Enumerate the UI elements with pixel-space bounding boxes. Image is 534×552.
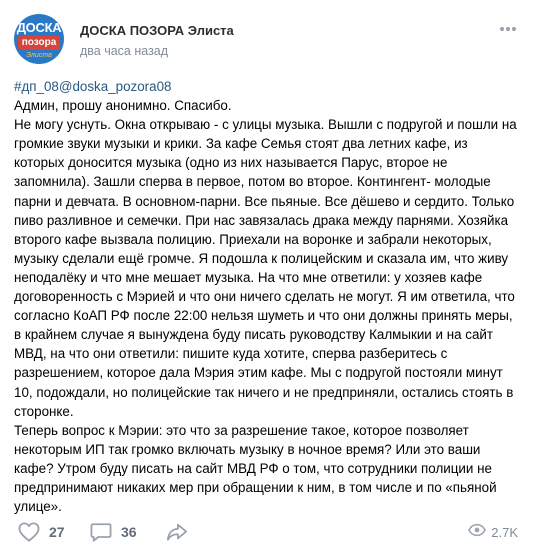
hashtag-link[interactable]: #дп_08@doska_pozora08 [14,79,172,94]
post-paragraph: Не могу уснуть. Окна открываю - с улицы музыка. Вышли с подругой и пошли на громкие звуки музыки и крики. За кафе Семья стоят два летних кафе, из которых доносится музыка (одно из них называется Парус, второе не запомнила). Зашли сперва в первое, потом во второе. Контингент- молодые парни и девчата. В основном-парни. Все пьяные. Все дёшево и сердито. Только пиво разливное и семечки. При нас завязалась драка между парнями. Хозяйка второго кафе вызвала полицию. Приехали на воронке и забрали некоторых, музыку сделали ещё громче. Я подошла к полицейским и сказала им, что живу неподалёку и что мне мешает музыка. На что мне ответили: у хозяев кафе договоренность с Мэрией и что они ничего сделать не могут. Я им ответила, что согласно КоАП РФ после 22:00 нельзя шуметь и что они должны принять меры, в крайнем случае я вынуждена буду писать руководству Калмыкии и на сайт МВД, на что они ответили: пишите куда хотите, сперва разберитесь с разрешением, которое дала Мэрия этим кафе. Мы с подругой постояли минут 10, подождали, но полицейские так ничего и не предприняли, остались стоять в сторонке. [14,117,517,419]
views-counter [468,520,518,544]
views-count: 2.7K [491,524,518,540]
like-count: 27 [49,524,65,540]
heart-icon [18,522,40,542]
eye-icon [468,523,486,542]
comment-icon [90,522,112,542]
post-header [14,14,520,64]
comment-button[interactable] [90,520,137,544]
avatar-logo-text-bottom: Элиста [26,52,52,59]
post-footer [14,520,520,544]
more-horizontal-icon[interactable] [498,22,518,36]
group-avatar[interactable] [14,14,64,64]
avatar-logo-text-top: ДОСКА [16,20,62,35]
post-paragraph: Админ, прошу анонимно. Спасибо. [14,98,232,114]
post-text [14,77,520,516]
share-icon [166,522,188,542]
post-paragraph: Теперь вопрос к Мэрии: это что за разрешение такое, которое позволяет некоторым ИП так громко включать музыку в ночное время? Или это ваши кафе? Утром буду писать на сайт МВД РФ о том, что сотрудники полиции не предпринимают никаких мер при обращении к ним, в том числе и по «пьяной улице». [14,422,497,515]
group-name-link[interactable]: ДОСКА ПОЗОРА Элиста [80,23,234,38]
post-timestamp[interactable]: два часа назад [80,44,169,58]
like-button[interactable] [18,520,65,544]
comment-count: 36 [121,524,137,540]
share-button[interactable] [166,520,188,544]
avatar-logo-text-mid: позора [18,36,60,50]
